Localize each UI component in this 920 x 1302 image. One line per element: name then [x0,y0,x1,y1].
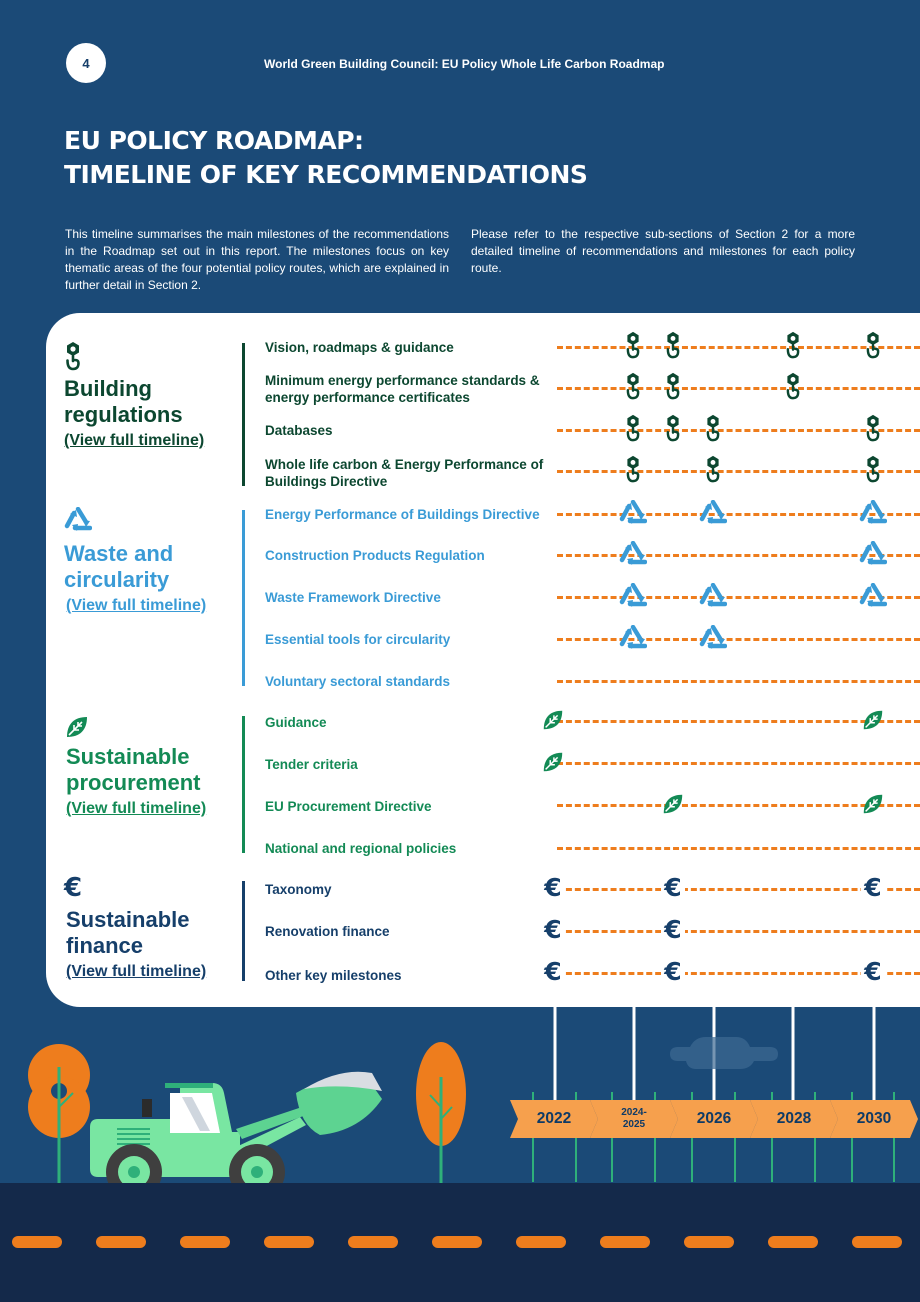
category-title-waste: Waste and circularity [64,541,174,592]
hook-marker [621,374,645,398]
recycle-marker [699,626,727,650]
leaf-marker [861,792,885,816]
hook-marker [661,374,685,398]
recycle-marker [619,626,647,650]
euro-marker: € [661,876,685,900]
hook-marker [701,416,725,440]
recycle-marker [859,501,887,525]
intro-right: Please refer to the respective sub-sections of Section 2 for a more detailed timeline of recommendations and milestones for each policy route. [471,227,855,275]
hook-marker [781,333,805,357]
row-label: Databases [265,423,333,438]
year-2028: 2028 [776,1110,812,1127]
view-timeline-link-procurement[interactable]: (View full timeline) [66,800,207,817]
hook-marker [621,333,645,357]
recycle-marker [619,584,647,608]
euro-marker: € [661,918,685,942]
row-label: Taxonomy [265,882,332,897]
row-label: Other key milestones [265,968,402,983]
leaf-marker [541,708,565,732]
page-title [64,124,587,192]
hook-marker [621,457,645,481]
hook-marker [781,374,805,398]
year-2024-2025: 2024- 2025 [621,1107,647,1130]
euro-marker: € [541,918,565,942]
recycle-icon [64,507,92,533]
page-number: 4 [66,43,106,83]
row-label: Construction Products Regulation [265,548,485,563]
category-title-procurement: Sustainable procurement [66,744,201,795]
hook-marker [861,457,885,481]
leaf-marker [861,708,885,732]
euro-icon: € [64,873,83,903]
view-timeline-link-waste[interactable]: (View full timeline) [66,597,207,614]
timeline-dash [557,930,920,933]
row-label: Waste Framework Directive [265,590,441,605]
crane-hook-icon [64,341,82,371]
row-label: Minimum energy performance standards & energy performance certificates [265,373,540,405]
category-title-finance: Sustainable finance [66,907,190,958]
row-label: Whole life carbon & Energy Performance of Buildings Directive [265,457,544,489]
year-2030: 2030 [856,1110,892,1127]
row-label: Voluntary sectoral standards [265,674,451,689]
timeline-dash [557,680,920,683]
timeline-dash [557,762,920,765]
hook-marker [861,333,885,357]
title-line-1: EU POLICY ROADMAP: [64,126,364,155]
hook-marker [701,457,725,481]
leaf-icon [64,714,90,740]
hook-marker [661,416,685,440]
recycle-marker [859,542,887,566]
recycle-marker [859,584,887,608]
row-label: National and regional policies [265,841,457,856]
hook-marker [661,333,685,357]
year-2022: 2022 [536,1110,572,1127]
timeline-dash [557,847,920,850]
euro-marker: € [861,876,885,900]
header-title: World Green Building Council: EU Policy Whole Life Carbon Roadmap [264,57,665,71]
year-2026: 2026 [696,1110,732,1127]
intro-left: This timeline summarises the main milestones of the recommendations in the Roadmap set out in this report. The milestones focus on key thematic areas of the four potential policy routes, which are explained in further detail in Section 2. [65,227,449,292]
row-label: EU Procurement Directive [265,799,432,814]
euro-marker: € [661,960,685,984]
timeline-dash [557,387,920,390]
road-illustration [0,1007,920,1187]
row-label: Guidance [265,715,327,730]
divider-waste [242,510,245,686]
view-timeline-link-building[interactable]: (View full timeline) [64,432,205,449]
divider-building [242,343,245,486]
euro-marker: € [541,876,565,900]
hook-marker [861,416,885,440]
row-label: Tender criteria [265,757,358,772]
recycle-marker [619,501,647,525]
view-timeline-link-finance[interactable]: (View full timeline) [66,963,207,980]
row-label: Essential tools for circularity [265,632,451,647]
row-label: Vision, roadmaps & guidance [265,340,454,355]
leaf-marker [541,750,565,774]
recycle-marker [619,542,647,566]
timeline-dash [557,638,920,641]
row-label: Renovation finance [265,924,390,939]
divider-procurement [242,716,245,853]
euro-marker: € [541,960,565,984]
recycle-marker [699,501,727,525]
hook-marker [621,416,645,440]
euro-marker: € [861,960,885,984]
title-line-2: TIMELINE OF KEY RECOMMENDATIONS [64,160,588,189]
recycle-marker [699,584,727,608]
leaf-marker [661,792,685,816]
category-title-building: Building regulations [64,376,183,427]
road-markings [0,1234,920,1250]
row-label: Energy Performance of Buildings Directive [265,507,540,522]
divider-finance [242,881,245,981]
